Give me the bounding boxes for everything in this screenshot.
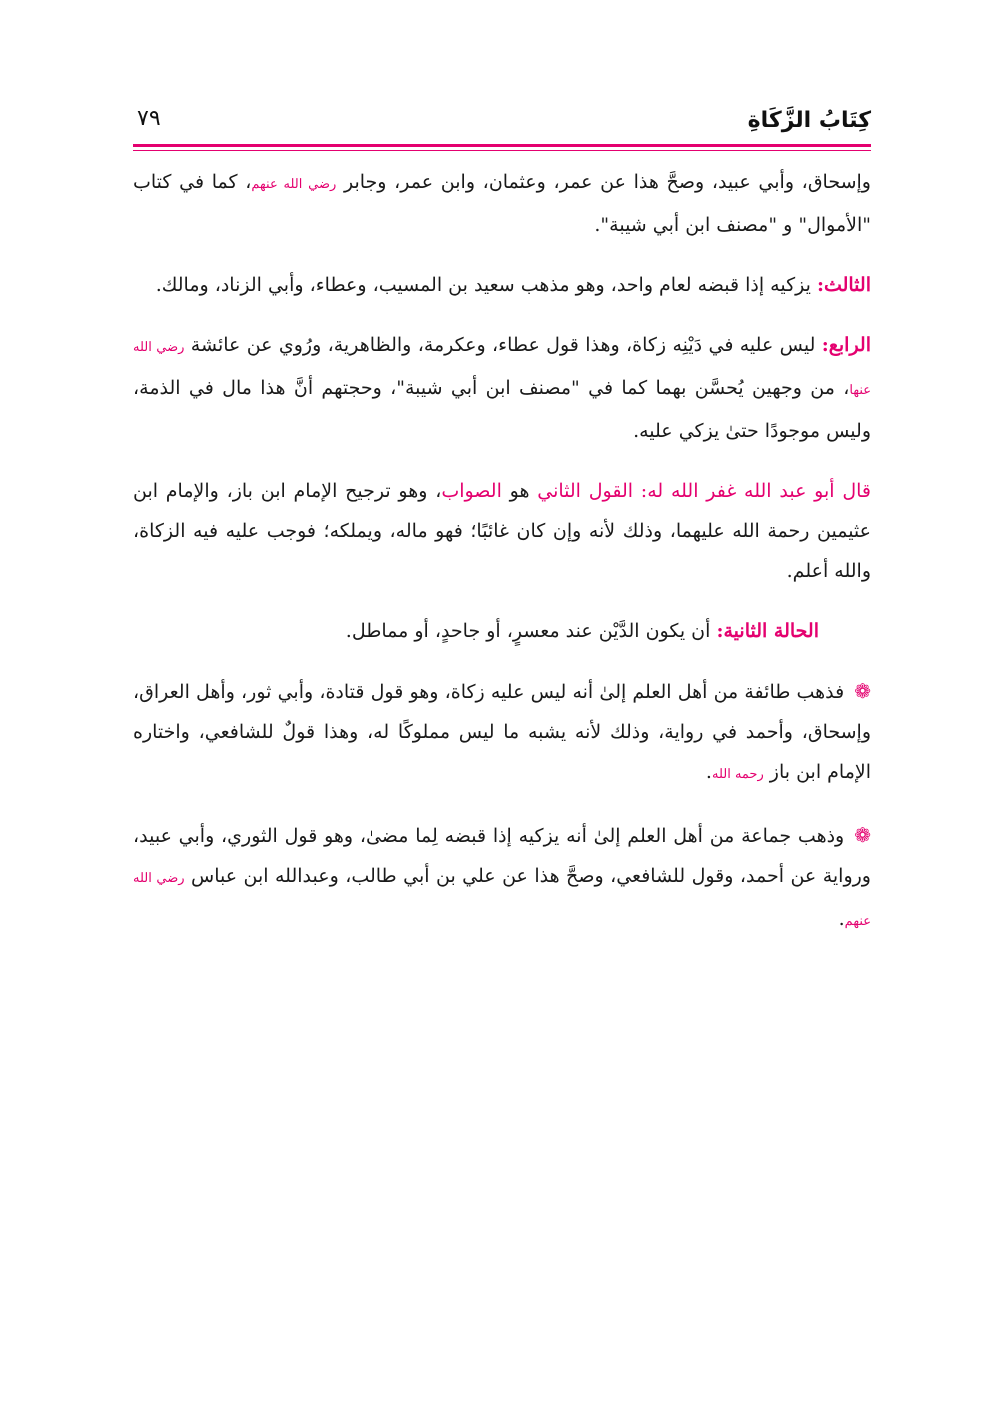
paragraph-text: أن يكون الدَّيْن عند معسرٍ، أو جاحدٍ، أو مماطل. — [345, 620, 717, 642]
header-rule-thick — [133, 144, 871, 147]
ornament-flower-icon: ❁ — [854, 823, 871, 847]
paragraph-text: ، كما في كتاب "الأموال" و "مصنف ابن أبي شيبة". — [133, 171, 871, 236]
paragraph-label: قال أبو عبد الله غفر الله له: — [640, 480, 871, 502]
highlight-phrase: الصواب — [441, 480, 502, 502]
paragraph-author-verdict — [133, 471, 871, 591]
paragraph-text: يزكيه إذا قبضه لعام واحد، وهو مذهب سعيد بن المسيب، وعطاء، وأبي الزناد، ومالك. — [155, 274, 817, 296]
paragraph-third-opinion — [133, 265, 871, 305]
paragraph-text: ، من وجهين يُحسَّن بهما كما في "مصنف ابن أبي شيبة"، وحجتهم أنَّ هذا مال في الذمة، وليس موجودًا حتىٰ يزكي عليه. — [133, 377, 871, 442]
paragraph-text: ، وهو ترجيح الإمام ابن باز، والإمام ابن عثيمين رحمة الله عليهما، وذلك لأنه وإن كان غائبًا؛ فهو ماله، ويملكه؛ فوجب عليه فيه الزكاة، والله أعلم. — [133, 480, 871, 582]
page-header — [133, 104, 871, 148]
paragraph-text: وإسحاق، وأبي عبيد، وصحَّ هذا عن عمر، وعثمان، وابن عمر، وجابر — [336, 171, 871, 193]
honorific-mark: رضي الله عنها — [133, 340, 871, 398]
paragraph-label: الحالة الثانية: — [716, 620, 819, 642]
highlight-phrase: القول الثاني — [537, 480, 634, 502]
header-rule-thin — [133, 150, 871, 151]
honorific-mark: رضي الله عنهم — [251, 177, 337, 192]
paragraph-text: هو — [501, 480, 538, 502]
paragraph-second-case — [133, 611, 871, 651]
running-title: كِتَابُ الزَّكَاةِ — [747, 108, 871, 133]
paragraph-bullet-second — [133, 815, 871, 942]
paragraph-text — [633, 480, 641, 502]
body-text — [133, 162, 871, 962]
honorific-mark: رضي الله عنهم — [133, 871, 871, 929]
paragraph-bullet-first — [133, 671, 871, 795]
paragraph-text: . — [838, 908, 845, 930]
page-number: ٧٩ — [137, 106, 161, 131]
paragraph-text: وذهب جماعة من أهل العلم إلىٰ أنه يزكيه إذا قبضه لِما مضىٰ، وهو قول الثوري، وأبي عبيد، ورواية عن أحمد، وقول للشافعي، وصحَّ هذا عن علي بن أبي طالب، وعبدالله ابن عباس — [133, 825, 871, 887]
honorific-mark: رحمه الله — [711, 767, 764, 782]
paragraph-text: فذهب طائفة من أهل العلم إلىٰ أنه ليس عليه زكاة، وهو قول قتادة، وأبي ثور، وأهل العراق، وإسحاق، وأحمد في رواية، وذلك لأنه يشبه ما ليس مملوكًا له، وهذا قولٌ للشافعي، واختاره الإمام ابن باز — [133, 681, 871, 783]
paragraph-label: الثالث: — [816, 274, 871, 296]
paragraph-text: . — [705, 761, 712, 783]
ornament-flower-icon: ❁ — [854, 679, 871, 703]
paragraph-label: الرابع: — [821, 334, 871, 356]
paragraph-text: ليس عليه في دَيْنِه زكاة، وهذا قول عطاء، وعكرمة، والظاهرية، ورُوي عن عائشة — [184, 334, 822, 356]
paragraph-continuation — [133, 162, 871, 245]
paragraph-fourth-opinion — [133, 325, 871, 451]
